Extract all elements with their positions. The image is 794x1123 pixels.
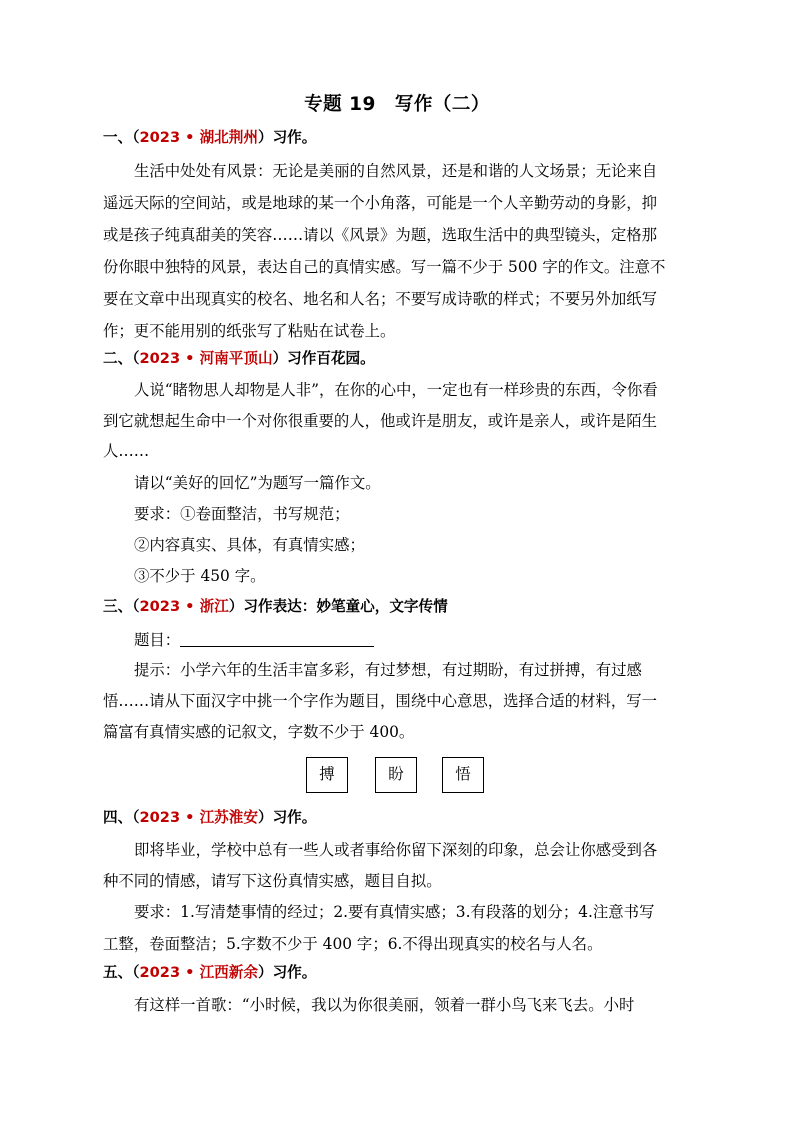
question-3-line: 提示：小学六年的生活丰富多彩，有过梦想，有过期盼，有过拼搏，有过感 [134,661,642,679]
question-1-line: 要在文章中出现真实的校名、地名和人名；不要写成诗歌的样式；不要另外加纸写 [103,290,658,308]
question-3-number: 三、（ [103,598,140,615]
question-2-source: 2023 • 河南平顶山 [139,350,273,367]
question-2-line: 人说“睹物思人却物是人非”，在你的心中，一定也有一样珍贵的东西，令你看 [134,381,658,399]
question-2-line: 到它就想起生命中一个对你很重要的人，他或许是朋友，或许是亲人，或许是陌生 [103,412,658,430]
question-4-source: 2023 • 江苏淮安 [139,809,258,826]
question-1-line: 份你眼中独特的风景，表达自己的真情实感。写一篇不少于 500 字的作文。注意不 [103,258,666,276]
question-3-line: 悟……请从下面汉字中挑一个字作为题目，围绕中心意思，选择合适的材料，写一 [103,692,658,710]
question-4-task: ）习作。 [257,809,317,826]
question-4-line: 即将毕业，学校中总有一些人或者事给你留下深刻的印象，总会让你感受到各 [134,841,658,859]
question-4-requirement: 要求：1.写清楚事情的经过；2.要有真情实感；3.有段落的划分；4.注意书写 [134,903,655,921]
question-4-requirement: 工整，卷面整洁；5.字数不少于 400 字；6.不得出现真实的校名与人名。 [103,935,603,953]
question-1-line: 或是孩子纯真甜美的笑容……请以《风景》为题，选取生活中的典型镜头，定格那 [103,226,658,244]
question-3-topic-row [134,632,694,648]
question-2-task: ）习作百花园。 [272,350,375,367]
question-4-line: 种不同的情感，请写下这份真情实感，题目自拟。 [103,872,442,890]
char-option-box: 搏 [306,757,348,793]
question-2-requirement: ③不少于 450 字。 [134,567,266,585]
question-5-heading [103,966,693,981]
char-option-box: 盼 [375,757,417,793]
question-3-line: 篇富有真情实感的记叙文，字数不少于 400。 [103,723,415,741]
question-5-line: 有这样一首歌：“小时候，我以为你很美丽，领着一群小鸟飞来飞去。小时 [134,996,635,1014]
question-2-heading [103,352,693,367]
question-5-source: 2023 • 江西新余 [139,964,258,981]
question-1-task: ）习作。 [257,129,317,146]
question-1-line: 作；更不能用别的纸张写了粘贴在试卷上。 [103,322,396,340]
question-1-number: 一、（ [103,129,140,146]
char-option-box: 悟 [442,757,484,793]
question-3-task: ）习作表达：妙笔童心，文字传情 [228,598,448,615]
question-3-source: 2023 • 浙江 [139,598,229,615]
question-3-topic-label: 题目： [134,631,181,649]
question-2-requirement: ②内容真实、具体，有真情实感； [134,536,365,554]
question-2-line: 请以“美好的回忆”为题写一篇作文。 [134,474,381,492]
question-1-heading [103,131,693,146]
question-5-task: ）习作。 [257,964,317,981]
question-4-heading [103,811,693,826]
question-2-number: 二、（ [103,350,140,367]
page-title: 专题 19 写作（二） [304,94,490,115]
question-2-requirement: 要求：①卷面整洁，书写规范； [134,505,350,523]
question-1-source: 2023 • 湖北荆州 [139,129,258,146]
question-1-line: 遥远天际的空间站，或是地球的某一个小角落，可能是一个人辛勤劳动的身影，抑 [103,194,658,212]
question-2-line: 人…… [103,442,150,460]
question-1-line: 生活中处处有风景：无论是美丽的自然风景，还是和谐的人文场景；无论来自 [134,162,658,180]
question-5-number: 五、（ [103,964,140,981]
question-4-number: 四、（ [103,809,140,826]
question-3-heading [103,600,693,615]
topic-blank-line[interactable] [180,632,374,647]
